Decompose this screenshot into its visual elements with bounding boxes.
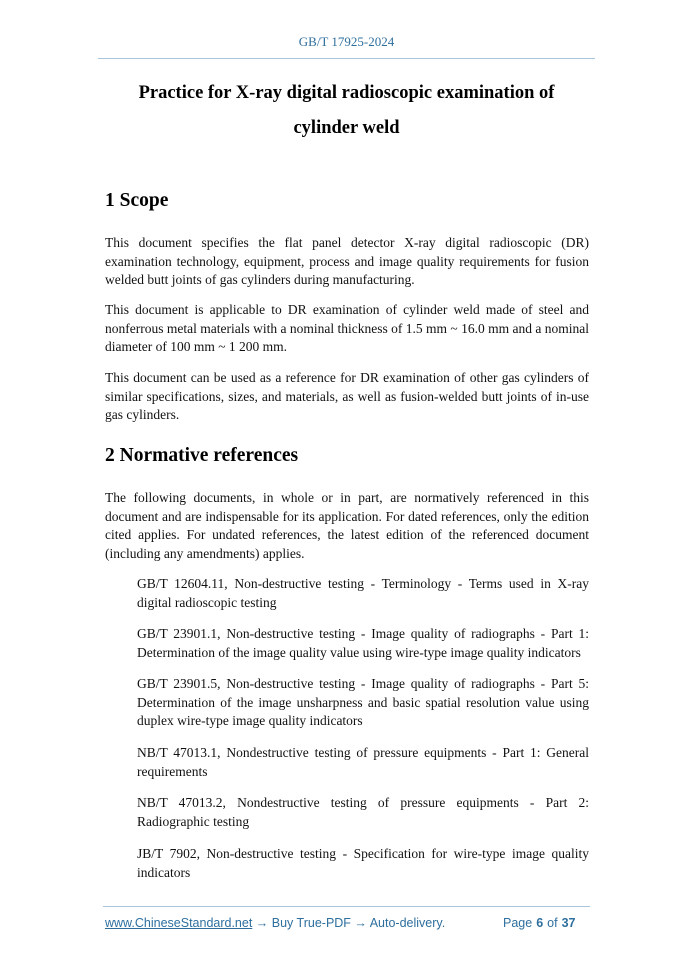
chinesestandard-link[interactable]: www.ChineseStandard.net bbox=[105, 916, 253, 930]
scope-paragraph: This document is applicable to DR examination of cylinder weld made of steel and nonferrous metal materials with a nominal thickness of 1.5 mm ~ 16.0 mm and a nominal diameter of 100 mm ~ 1 200 mm. bbox=[105, 302, 589, 355]
document-title-line-2: cylinder weld bbox=[293, 118, 400, 138]
reference-item: GB/T 23901.1, Non-destructive testing - Image quality of radiographs - Part 1: Determination of the image quality value using wire-type image quality indicators bbox=[137, 626, 589, 660]
header-divider bbox=[98, 58, 595, 59]
header-standard-code: GB/T 17925-2024 bbox=[298, 34, 395, 49]
page-of-label: of bbox=[547, 916, 558, 930]
scope-paragraph: This document can be used as a reference for DR examination of other gas cylinders of similar specifications, sizes, and materials, as well as fusion-welded butt joints of in-use gas cylinders. bbox=[105, 370, 589, 423]
page-current: 6 bbox=[536, 916, 544, 930]
reference-item: GB/T 12604.11, Non-destructive testing - Terminology - Terms used in X-ray digital radioscopic testing bbox=[137, 576, 589, 610]
reference-item: NB/T 47013.2, Nondestructive testing of pressure equipments - Part 2: Radiographic testing bbox=[137, 795, 589, 829]
document-title-line-1: Practice for X-ray digital radioscopic examination of bbox=[138, 83, 555, 103]
footer-divider bbox=[103, 906, 590, 907]
page-indicator bbox=[503, 916, 576, 930]
section-heading-normative-references: 2 Normative references bbox=[105, 445, 299, 466]
section-heading-scope: 1 Scope bbox=[105, 190, 169, 211]
footer-promo bbox=[105, 916, 445, 930]
footer-promo-text: → Buy True-PDF → Auto-delivery. bbox=[252, 916, 446, 930]
normative-references-intro: The following documents, in whole or in part, are normatively referenced in this document and are indispensable for its application. For dated references, only the edition cited applies. For undated references, the latest edition of the referenced document (including any amendments) applies. bbox=[105, 490, 589, 561]
page-total: 37 bbox=[561, 916, 576, 930]
page-label: Page bbox=[503, 916, 533, 930]
reference-item: GB/T 23901.5, Non-destructive testing - Image quality of radiographs - Part 5: Determination of the image unsharpness and basic spatial resolution value using duplex wire-type image quality indicators bbox=[137, 676, 589, 729]
reference-item: JB/T 7902, Non-destructive testing - Specification for wire-type image quality indicators bbox=[137, 846, 589, 880]
reference-item: NB/T 47013.1, Nondestructive testing of pressure equipments - Part 1: General requirements bbox=[137, 745, 589, 779]
scope-paragraph: This document specifies the flat panel detector X-ray digital radioscopic (DR) examination technology, equipment, process and image quality requirements for fusion welded butt joints of gas cylinders during manufacturing. bbox=[105, 235, 589, 288]
